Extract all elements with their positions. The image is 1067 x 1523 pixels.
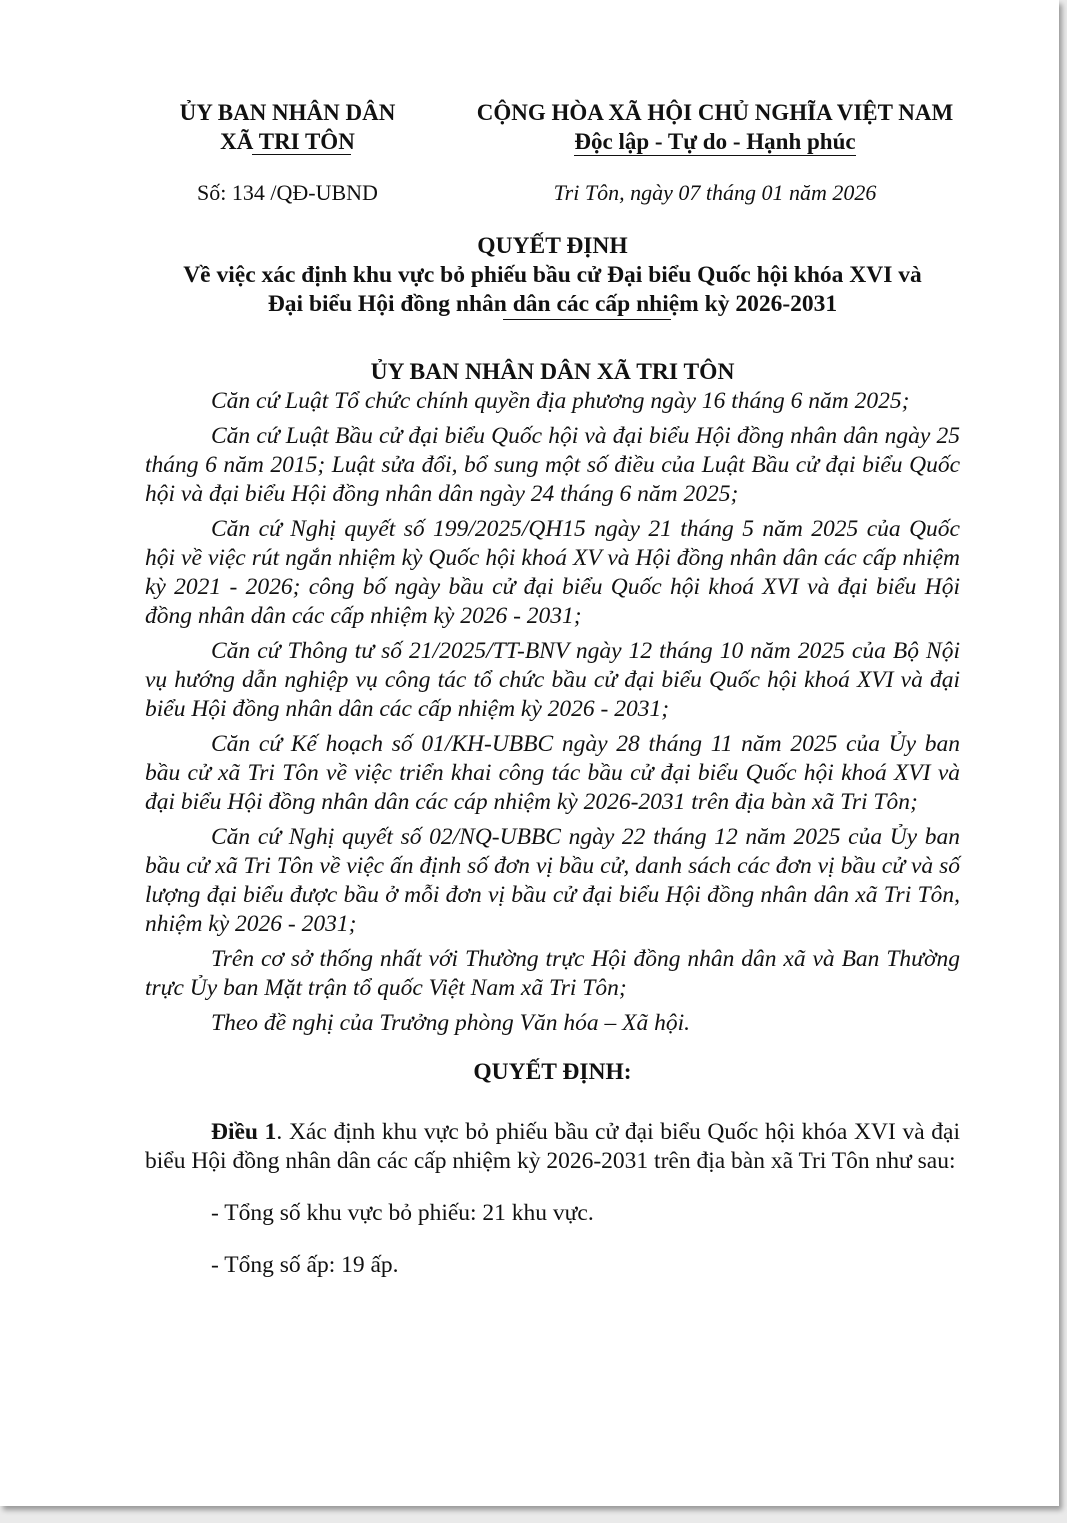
document-number: Số: 134 /QĐ-UBND: [197, 180, 378, 205]
article-1-text: . Xác định khu vực bỏ phiếu bầu cử đại biểu Quốc hội khóa XVI và đại biểu Hội đồng nhân dân các cấp nhiệm kỳ 2026-2031 trên địa bàn xã Tri Tôn như sau:: [145, 1119, 960, 1174]
decision-heading: QUYẾT ĐỊNH:: [473, 1059, 632, 1085]
article-1-label: Điều 1: [211, 1119, 277, 1145]
basis-paragraph: Căn cứ Thông tư số 21/2025/TT-BNV ngày 12 tháng 10 năm 2025 của Bộ Nội vụ hướng dẫn nghiệp vụ công tác tổ chức bầu cử đại biểu Quốc hội khoá XVI và đại biểu Hội đồng nhân dân các cấp nhiệm kỳ 2026 - 2031;: [145, 638, 960, 722]
agency-line-2: XÃ TRI TÔN: [220, 129, 355, 154]
basis-paragraph: Trên cơ sở thống nhất với Thường trực Hội đồng nhân dân xã và Ban Thường trực Ủy ban Mặt trận tổ quốc Việt Nam xã Tri Tôn;: [145, 946, 960, 1001]
issuer-heading: ỦY BAN NHÂN DÂN XÃ TRI TÔN: [370, 359, 735, 385]
document-header: [145, 98, 960, 213]
issuing-agency: [145, 98, 430, 156]
nation-motto: Độc lập - Tự do - Hạnh phúc: [574, 129, 856, 154]
title-line-1: Về việc xác định khu vực bỏ phiếu bầu cử Đại biểu Quốc hội khóa XVI và: [183, 262, 922, 288]
title-line-2: Đại biểu Hội đồng nhân dân các cấp nhiệm kỳ 2026-2031: [267, 291, 838, 317]
document-content: [145, 98, 960, 1280]
nation-name: CỘNG HÒA XÃ HỘI CHỦ NGHĨA VIỆT NAM: [476, 100, 954, 125]
basis-paragraph: Căn cứ Luật Tổ chức chính quyền địa phương ngày 16 tháng 6 năm 2025;: [211, 388, 910, 414]
agency-line-1: ỦY BAN NHÂN DÂN: [179, 100, 396, 125]
article-1-item: - Tổng số khu vực bỏ phiếu: 21 khu vực.: [211, 1200, 594, 1226]
legal-basis: [145, 387, 960, 1038]
article-1-item: - Tổng số ấp: 19 ấp.: [211, 1252, 399, 1278]
document-title: [145, 232, 960, 319]
basis-paragraph: Căn cứ Nghị quyết số 02/NQ-UBBC ngày 22 tháng 12 năm 2025 của Ủy ban bầu cử xã Tri Tôn về việc ấn định số đơn vị bầu cử, danh sách các đơn vị bầu cử và số lượng đại biểu được bầu ở mỗi đơn vị bầu cử đại biểu Hội đồng nhân dân xã Tri Tôn, nhiệm kỳ 2026 - 2031;: [145, 824, 960, 937]
basis-paragraph: Căn cứ Kế hoạch số 01/KH-UBBC ngày 28 tháng 11 năm 2025 của Ủy ban bầu cử xã Tri Tôn về việc triển khai công tác bầu cử đại biểu Quốc hội khoá XVI và đại biểu Hội đồng nhân dân các cáp nhiệm kỳ 2026-2031 trên địa bàn xã Tri Tôn;: [145, 731, 960, 815]
national-motto: [455, 98, 975, 156]
basis-paragraph: Căn cứ Luật Bầu cử đại biểu Quốc hội và đại biểu Hội đồng nhân dân ngày 25 tháng 6 năm 2015; Luật sửa đổi, bổ sung một số điều của Luật Bầu cử đại biểu Quốc hội và đại biểu Hội đồng nhân dân ngày 24 tháng 6 năm 2025;: [145, 423, 960, 507]
title-heading: QUYẾT ĐỊNH: [477, 233, 628, 259]
place-date: Tri Tôn, ngày 07 tháng 01 năm 2026: [553, 180, 877, 205]
basis-paragraph: Căn cứ Nghị quyết số 199/2025/QH15 ngày 21 tháng 5 năm 2025 của Quốc hội về việc rút ngắn nhiệm kỳ Quốc hội khoá XV và Hội đồng nhân dân các cấp nhiệm kỳ 2021 - 2026; công bố ngày bầu cử đại biểu Quốc hội khoá XVI và đại biểu Hội đồng nhân dân các cấp nhiệm kỳ 2026 - 2031;: [145, 516, 960, 629]
article-1: [145, 1118, 960, 1176]
basis-paragraph: Theo đề nghị của Trưởng phòng Văn hóa – Xã hội.: [211, 1010, 691, 1036]
